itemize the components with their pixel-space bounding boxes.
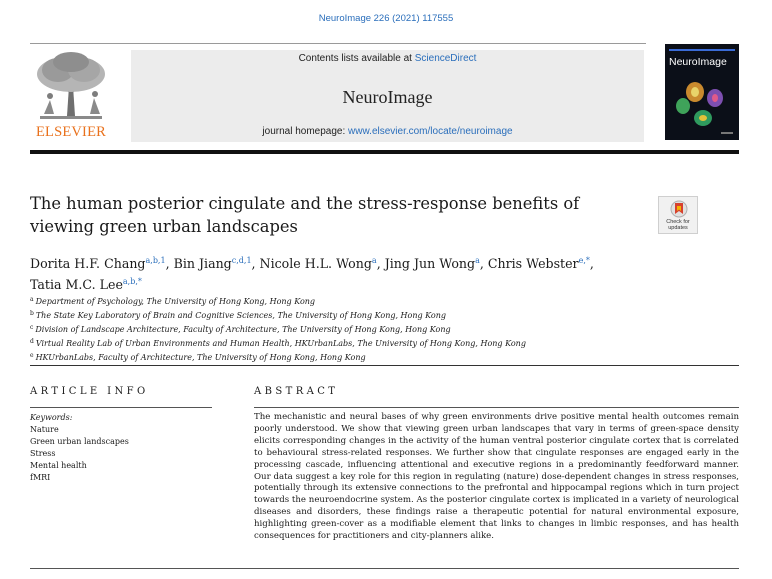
author-affiliation-marker[interactable]: c,d,1 [231,256,252,265]
author-separator: , [165,256,174,271]
check-updates-line1: Check for [666,219,690,225]
contents-line [131,53,644,64]
author-name[interactable]: Tatia M.C. Lee [30,277,123,292]
author-affiliation-marker[interactable]: a,b,1 [145,256,166,265]
journal-citation[interactable]: NeuroImage 226 (2021) 117555 [318,13,454,24]
affiliation-text: Department of Psychology, The University of Hong Kong, Hong Kong [35,297,316,306]
affiliation-key: d [30,338,34,346]
header-thick-divider [30,150,739,154]
homepage-line [131,126,644,137]
affiliation-key: b [30,310,34,318]
elsevier-tree-icon [30,50,112,122]
author-name[interactable]: Dorita H.F. Chang [30,256,146,271]
author-name[interactable]: Nicole H.L. Wong [259,256,372,271]
affiliation-text: Division of Landscape Architecture, Faculty of Architecture, The University of Hong Kong, Hong Kong [35,325,451,335]
check-updates-label [659,219,697,231]
affiliation-key: a [30,296,34,303]
journal-masthead [131,50,644,142]
author-separator: , [251,256,260,271]
section-divider [30,365,739,366]
affiliation-text: Virtual Reality Lab of Urban Environments and Human Health, HKUrbanLabs, The University of Hong Kong, Hong Kong [35,339,526,349]
keywords-label: Keywords: [30,413,73,422]
abstract-divider [254,407,739,408]
keyword-item: Mental health [30,460,87,470]
author-separator: , [376,256,385,271]
author-separator: , [479,256,488,271]
keyword-item: Stress [30,448,56,458]
author-name[interactable]: Chris Webster [487,256,579,271]
affiliation-key: c [30,324,34,332]
journal-homepage-link[interactable]: www.elsevier.com/locate/neuroimage [348,126,513,137]
affiliation-key: e [30,352,34,360]
author-affiliation-marker[interactable]: e,* [578,256,590,265]
affiliation-item [30,294,730,308]
author-affiliation-marker[interactable]: a [475,256,480,265]
contents-prefix: Contents lists available at [298,53,415,64]
homepage-prefix: journal homepage: [262,126,349,137]
sciencedirect-link[interactable]: ScienceDirect [414,53,477,64]
affiliation-list [30,294,730,364]
author-separator: , [589,256,594,271]
keyword-item: Nature [30,424,59,434]
bottom-divider [30,568,739,569]
affiliation-text: HKUrbanLabs, Faculty of Architecture, The University of Hong Kong, Hong Kong [35,353,366,363]
check-updates-line2: updates [668,225,688,231]
cover-title: NeuroImage [669,56,727,68]
article-info-heading: ARTICLE INFO [30,386,149,397]
affiliation-item [30,322,730,336]
elsevier-wordmark: ELSEVIER [35,124,107,140]
author-affiliation-marker[interactable]: a,b,* [122,277,142,286]
author-affiliation-marker[interactable]: a [371,256,377,265]
elsevier-logo[interactable] [30,50,112,142]
check-updates-icon [659,198,699,220]
top-divider [30,43,646,44]
article-info-divider [30,407,212,408]
affiliation-item [30,350,730,364]
author-name[interactable]: Bin Jiang [173,256,232,271]
author-list [30,252,650,294]
keyword-item: Green urban landscapes [30,436,129,446]
keyword-item: fMRI [30,472,51,482]
keywords-block [30,412,210,483]
journal-title: NeuroImage [342,87,433,107]
affiliation-text: The State Key Laboratory of Brain and Cognitive Sciences, The University of Hong Kong, Hong Kong [35,311,447,321]
journal-cover-image[interactable] [665,44,739,140]
article-title: The human posterior cingulate and the stress-response benefits of viewing green urban landscapes [30,194,580,236]
author-name[interactable]: Jing Jun Wong [384,256,476,271]
cover-brain-art-icon [665,44,739,140]
abstract-text: The mechanistic and neural bases of why green environments drive positive mental health outcomes remain poorly understood. We show that viewing green urban landscapes that vary in terms of green-space density elicits corresponding changes in the activity of the human ventral posterior cingulate cortex that is correlated to behavioural stress-related responses. We further show that cingulate responses are engaged early in the processing cascade, influencing attentional and executive regions in a predominantly feedforward manner. Our data suggest a key role for this region in regulating (nature) dose-dependent changes in stress responses, potentially through its extensive connections to the prefrontal and hippocampal regions which in turn project towards the neuroendocrine system. As the posterior cingulate cortex is implicated in a variety of neurological diseases and disorders, these findings raise a therapeutic potential for natural environmental exposure, highlighting green-cover as a modifiable element that links to changes in limbic responses, and has health consequences for practitioners and city-planners alike. [254,412,739,542]
abstract-heading: ABSTRACT [254,386,339,397]
affiliation-item [30,308,730,322]
check-for-updates-button[interactable] [658,196,698,234]
affiliation-item [30,336,730,350]
